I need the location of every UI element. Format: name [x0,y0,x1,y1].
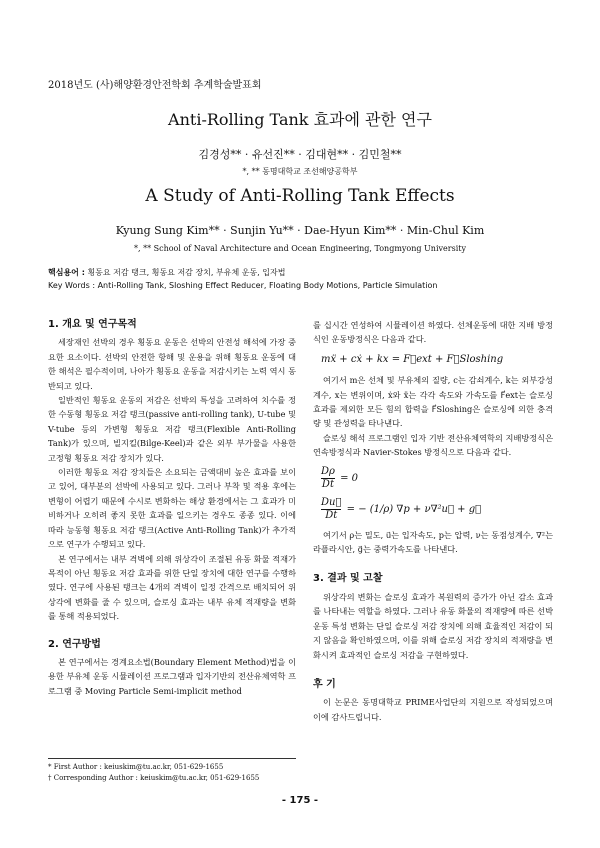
section-1-paragraph: 본 연구에서는 내부 격벽에 의해 위상각이 조절된 유동 화물 적재가 목적이 아닌 횡동요 저감 효과를 위한 단일 장치에 대한 연구를 수행하였다. 연구에 사용된 탱크는 4개의 격벽이 일정 간격으로 배치되어 위상각에 변화를 줄 수 있으며, 슬로싱 효과는 내부 유체 적재량을 변화를 통해 적용되었다. [48,553,296,622]
continuity-numerator: Dρ [321,465,335,477]
keywords-english-label: Key Words : [48,281,96,290]
left-column [48,318,296,698]
section-2-continued: 를 십시간 연성하여 시뮬레이션 하였다. 선체운동에 대한 지배 방정식인 운동방정식은 다음과 같다. [313,320,553,345]
ns-rhs: = − (1/ρ) ∇p + ν∇²u⃗ + g⃗ [346,503,482,515]
keywords-korean [48,267,285,278]
section-2-heading: 2. 연구방법 [48,638,101,650]
section-3-heading: 3. 결과 및 고찰 [313,573,383,585]
section-1-heading: 1. 개요 및 연구목적 [48,319,137,330]
section-1-paragraph: 이러한 횡동요 저감 장치들은 소요되는 금액대비 높은 효과를 보이고 있어, 대부분의 선박에 사용되고 있다. 그러나 부착 및 적용 후에는 변형이 어렵기 때문에 수시로 변화하는 해상 환경에서는 그 효과가 미비하거나 오히려 좋지 못한 효과를 일으키는 경우도 종종 있다. 이에 따라 능동형 횡동요 저감 탱크(Active Anti-Rolling Tank)가 추가적으로 연구가 수행되고 있다. [48,467,296,550]
governing-equations-intro: 슬로싱 해석 프로그램인 입자 기반 전산유체역학의 지배방정식은 연속방정식과 Navier-Stokes 방정식으로 다음과 같다. [313,432,553,458]
section-2-paragraph: 본 연구에서는 경계요소법(Boundary Element Method)법을 이용한 부유체 운동 시뮬레이션 프로그램과 입자기반의 전산유체역학 프로그램 중 Moving Particle Semi-implicit method [48,656,296,696]
ns-denominator: Dt [325,509,338,521]
continuity-equation [321,466,553,491]
title-korean: Anti-Rolling Tank 효과에 관한 연구 [168,110,432,129]
affiliation-english: *, ** School of Naval Architecture and Ocean Engineering, Tongmyong University [134,244,466,253]
continuity-rhs: = 0 [340,472,359,484]
page-number: - 175 - [281,795,319,806]
navier-stokes-equation [321,497,553,522]
continuity-denominator: Dt [321,478,334,490]
footnotes [48,758,296,784]
keywords-english [48,281,437,290]
title-english: A Study of Anti-Rolling Tank Effects [145,186,455,206]
equation-of-motion: mẍ + cẋ + kx = F⃗ext + F⃗Sloshing [321,353,504,365]
authors-korean: 김경성** · 유선진** · 김대현** · 김민철** [198,148,402,161]
acknowledgment-paragraph: 이 논문은 동명대학교 PRIME사업단의 지원으로 작성되었으며 이에 감사드립니다. [313,697,553,722]
keywords-english-text: Anti-Rolling Tank, Sloshing Effect Reducer, Floating Body Motions, Particle Simulation [97,281,438,290]
footnote-first-author: * First Author : keiuskim@tu.ac.kr, 051-629-1655 [48,763,224,771]
affiliation-korean: *, ** 동명대학교 조선해양공학부 [242,167,358,176]
section-1-paragraph: 일반적인 횡동요 운동의 저감은 선박의 특성을 고려하여 치수를 정한 수동형 횡동요 저감 탱크(passive anti-rolling tank), U-tube 및 V-tube 등의 가변형 횡동요 저감 탱크(Flexible Anti-Rolling Tank)가 있으며, 빌지킬(Bilge-Keel)과 같은 외부 부가물을 사용한 고정형 횡동요 저감 장치가 있다. [48,395,296,463]
footnote-corresponding-author: † Corresponding Author : keiuskim@tu.ac.kr, 051-629-1655 [48,774,260,782]
section-3-paragraph: 위상각의 변화는 슬로싱 효과가 복원력의 증가가 아닌 감소 효과를 나타내는 역할을 하였다. 그러나 유동 화물의 적재량에 따른 선박 운동 특성 변화는 단일 슬로싱 저감 장치에 의해 효율적인 저감이 되지 않음을 확인하였으며, 이를 위해 슬로싱 저감 장치의 적재량을 변화시켜 효과적인 슬로싱 저감을 구현하였다. [313,591,553,660]
variable-description: 여기서 ρ는 밀도, u⃗는 입자속도, p는 압력, ν는 동점성계수, ∇²는 라플라시안, g⃗는 중력가속도를 나타낸다. [313,529,553,555]
equation-description: 여기서 m은 선체 및 부유체의 질량, c는 감쇠계수, k는 외부강성계수, x는 변위이며, ẋ와 ẍ는 각각 속도와 가속도를 F⃗ext는 슬로싱 효과를 제외한 모든 힘의 합력을 F⃗Sloshing은 슬로싱에 의한 충격량 및 관성력을 타나낸다. [313,375,553,429]
acknowledgment-heading: 후 기 [313,678,336,690]
conference-header: 2018년도 (사)해양환경안전학회 추계학술발표회 [48,80,262,91]
keywords-korean-text: 횡동요 저감 탱크, 횡동요 저감 장치, 부유체 운동, 입자법 [87,268,286,277]
ns-numerator: Du⃗ [321,496,342,508]
authors-english: Kyung Sung Kim** · Sunjin Yu** · Dae-Hyun Kim** · Min-Chul Kim [115,224,485,237]
right-column [313,318,553,724]
keywords-korean-label: 핵심용어 : [48,268,85,277]
section-1-paragraph: 세장재인 선박의 경우 횡동요 운동은 선박의 안전성 해석에 가장 중요한 요소이다. 선박의 안전한 항해 및 운용을 위해 횡동요 운동에 대한 해석은 필수적이며, 나아가 횡동요 운동을 저감시키는 노력 역시 동반되고 있다. [48,337,296,391]
